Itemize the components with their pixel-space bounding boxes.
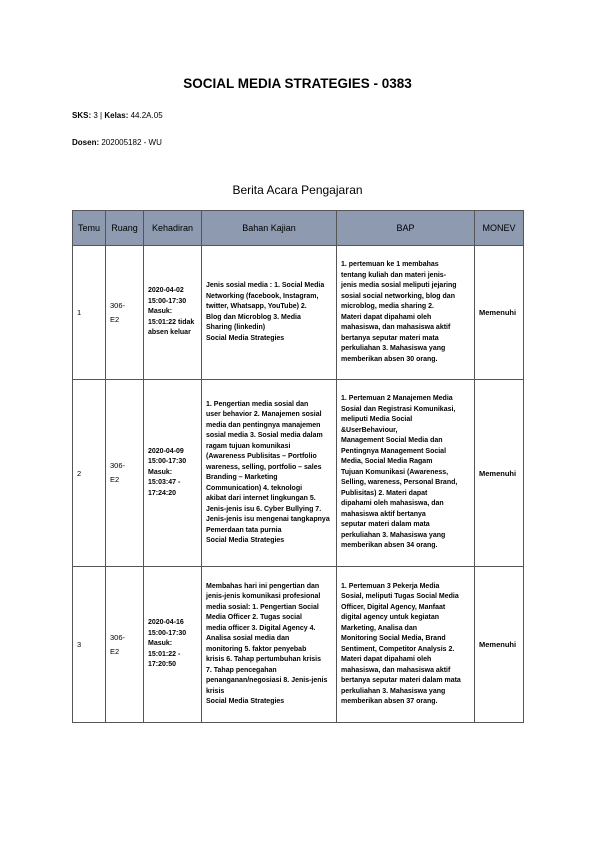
header-bahan-kajian: Bahan Kajian	[202, 211, 337, 246]
cell-bahan-kajian	[202, 567, 337, 723]
cell-line: 15:00-17:30	[148, 297, 187, 305]
cell-line: Social Media Strategies	[206, 698, 285, 705]
cell-line: 17:24:20	[148, 489, 177, 497]
cell-line: 1. Pengertian media sosial dan	[206, 400, 309, 408]
cell-kehadiran	[144, 567, 202, 723]
table-body	[73, 246, 524, 723]
kelas-label: Kelas:	[104, 111, 129, 120]
cell-line: perkuliahan 3. Mahasiswa yang	[341, 345, 446, 352]
cell-line: (Awareness Publisitas – Portfolio	[206, 453, 317, 460]
table-row	[73, 246, 524, 380]
cell-ruang	[106, 246, 144, 380]
header-bap: BAP	[337, 211, 475, 246]
cell-line: media officer 3. Digital Agency 4.	[206, 624, 316, 632]
cell-line: bertanya seputar materi mata	[341, 334, 439, 342]
cell-line: jenis-jenis komunikasi profesional	[206, 593, 321, 600]
cell-bap	[337, 246, 475, 380]
cell-line: Social Media Strategies	[206, 334, 285, 342]
cell-monev: Memenuhi	[475, 380, 524, 567]
cell-bap	[337, 380, 475, 567]
dosen-label: Dosen:	[72, 138, 100, 147]
cell-kehadiran	[144, 380, 202, 567]
cell-bap	[337, 567, 475, 723]
cell-line: Masuk:	[148, 308, 173, 316]
lecturer-line	[72, 137, 162, 149]
cell-line: 2020-04-09	[148, 447, 184, 455]
cell-line: Networking (facebook, Instagram,	[206, 292, 319, 300]
cell-ruang	[106, 567, 144, 723]
cell-line: mahasiswa aktif bertanya	[341, 510, 426, 518]
cell-line: Materi dapat dipahami oleh	[341, 656, 432, 663]
cell-line: Masuk:	[148, 640, 173, 648]
header-ruang: Ruang	[106, 211, 144, 246]
cell-line: memberikan absen 37 orang.	[341, 698, 438, 705]
cell-line: Sosial, meliputi Tugas Social Media	[341, 593, 459, 600]
cell-line: tentang kuliah dan materi jenis-	[341, 271, 447, 279]
cell-line: Marketing, Analisa dan	[341, 624, 417, 632]
cell-line: 7. Tahap pencegahan	[206, 666, 277, 674]
cell-line: 2020-04-02	[148, 287, 184, 295]
cell-line: perkuliahan 3. Mahasiswa yang	[341, 687, 446, 695]
cell-line: 1. Pertemuan 3 Pekerja Media	[341, 582, 440, 590]
dosen-value: 202005182 - WU	[101, 138, 162, 147]
cell-line: wareness, selling, portfolio – sales	[206, 463, 322, 471]
sks-value: 3	[93, 111, 98, 120]
cell-line: Pemerdaan tata purnia	[206, 526, 282, 534]
cell-line: digital agency untuk kegiatan	[341, 614, 440, 621]
cell-line: Masuk:	[148, 468, 173, 476]
cell-line: memberikan absen 30 orang.	[341, 355, 438, 363]
cell-line: Membahas hari ini pengertian dan	[206, 582, 320, 590]
cell-temu: 1	[73, 246, 106, 380]
cell-line: Sentiment, Competitor Analysis 2.	[341, 645, 455, 653]
cell-line: Selling, wareness, Personal Brand,	[341, 479, 458, 487]
cell-line: Media, Social Media Ragam	[341, 458, 433, 466]
cell-line: 1. pertemuan ke 1 membahas	[341, 261, 439, 268]
cell-line: 15:00-17:30	[148, 629, 187, 637]
cell-line: Publisitas) 2. Materi dapat	[341, 489, 428, 497]
cell-line: sosial media 3. Sosial media dalam	[206, 432, 323, 439]
info-separator: |	[100, 111, 103, 120]
cell-line: Sharing (linkedin)	[206, 324, 266, 331]
cell-line: seputar materi dalam mata	[341, 521, 430, 529]
cell-line: Management Social Media dan	[341, 437, 443, 445]
cell-line: ragam tujuan komunikasi	[206, 442, 291, 450]
cell-line: &UserBehaviour,	[341, 426, 398, 434]
cell-monev: Memenuhi	[475, 246, 524, 380]
cell-line: Sosial dan Registrasi Komunikasi,	[341, 405, 456, 413]
cell-line: Communication) 4. teknologi	[206, 484, 303, 492]
ruang-text: 306-E2	[110, 300, 126, 324]
cell-line: jenis media sosial meliputi jejaring	[341, 282, 457, 289]
cell-line: Tujuan Komunikasi (Awareness,	[341, 468, 449, 476]
cell-line: Jenis-jenis isu mengenai tangkapnya	[206, 516, 330, 523]
cell-line: Media Officer 2. Tugas social	[206, 614, 302, 621]
cell-line: media dan pentingnya manajemen	[206, 421, 321, 429]
table-row	[73, 380, 524, 567]
ruang-text: 306-E2	[110, 461, 126, 484]
cell-line: 1. Pertemuan 2 Manajemen Media	[341, 395, 453, 403]
sks-label: SKS:	[72, 111, 92, 120]
cell-line: akibat dari internet lingkungan 5.	[206, 495, 316, 502]
teaching-record-table	[72, 210, 524, 723]
cell-line: mahasiswa, dan mahasiswa aktif	[341, 324, 451, 331]
course-title: SOCIAL MEDIA STRATEGIES - 0383	[183, 76, 412, 91]
cell-line: krisis	[206, 687, 225, 695]
header-kehadiran: Kehadiran	[144, 211, 202, 246]
cell-line: 2020-04-16	[148, 619, 184, 627]
cell-line: 15:03:47 -	[148, 479, 181, 487]
course-info-line	[72, 110, 163, 122]
cell-line: 15:00-17:30	[148, 458, 187, 466]
cell-line: Jenis sosial media : 1. Social Media	[206, 282, 325, 289]
header-monev: MONEV	[475, 211, 524, 246]
cell-line: penanganan/negosiasi 8. Jenis-jenis	[206, 677, 328, 684]
cell-temu: 3	[73, 567, 106, 723]
cell-line: microblog, media sharing 2.	[341, 303, 434, 310]
cell-line: 15:01:22 tidak	[148, 318, 195, 326]
table-row	[73, 567, 524, 723]
cell-line: bertanya seputar materi dalam mata	[341, 677, 461, 684]
cell-line: Blog dan Microblog 3. Media	[206, 313, 301, 321]
cell-line: media sosial: 1. Pengertian Social	[206, 603, 319, 611]
cell-line: Materi dapat dipahami oleh	[341, 313, 432, 321]
cell-line: 17:20:50	[148, 661, 177, 669]
cell-line: krisis 6. Tahap pertumbuhan krisis	[206, 656, 322, 663]
cell-line: Branding – Marketing	[206, 474, 278, 481]
ruang-text: 306-E2	[110, 632, 126, 656]
cell-kehadiran	[144, 246, 202, 380]
cell-line: absen keluar	[148, 329, 191, 337]
cell-line: Jenis-jenis isu 6. Cyber Bullying 7.	[206, 505, 322, 513]
cell-line: perkuliahan 3. Mahasiswa yang	[341, 531, 446, 539]
section-title: Berita Acara Pengajaran	[232, 183, 363, 197]
cell-line: sosial social networking, blog dan	[341, 292, 455, 300]
table-header-row	[73, 211, 524, 246]
cell-monev: Memenuhi	[475, 567, 524, 723]
cell-temu: 2	[73, 380, 106, 567]
cell-bahan-kajian	[202, 380, 337, 567]
cell-line: Social Media Strategies	[206, 537, 285, 544]
cell-line: Pentingnya Management Social	[341, 447, 447, 455]
cell-line: Monitoring Social Media, Brand	[341, 635, 446, 642]
header-temu: Temu	[73, 211, 106, 246]
cell-bahan-kajian	[202, 246, 337, 380]
cell-line: Officer, Digital Agency, Manfaat	[341, 603, 446, 611]
cell-line: meliputi Media Social	[341, 416, 413, 424]
cell-line: mahasiswa, dan mahasiswa aktif	[341, 666, 451, 674]
cell-line: dipahami oleh mahasiswa, dan	[341, 500, 444, 508]
cell-ruang	[106, 380, 144, 567]
cell-line: monitoring 5. faktor penyebab	[206, 645, 307, 653]
cell-line: memberikan absen 34 orang.	[341, 542, 438, 550]
cell-line: twitter, Whatsapp, YouTube) 2.	[206, 303, 307, 310]
cell-line: user behavior 2. Manajemen sosial	[206, 411, 322, 418]
kelas-value: 44.2A.05	[130, 111, 163, 120]
cell-line: 15:01:22 -	[148, 650, 181, 658]
cell-line: Analisa sosial media dan	[206, 635, 290, 642]
